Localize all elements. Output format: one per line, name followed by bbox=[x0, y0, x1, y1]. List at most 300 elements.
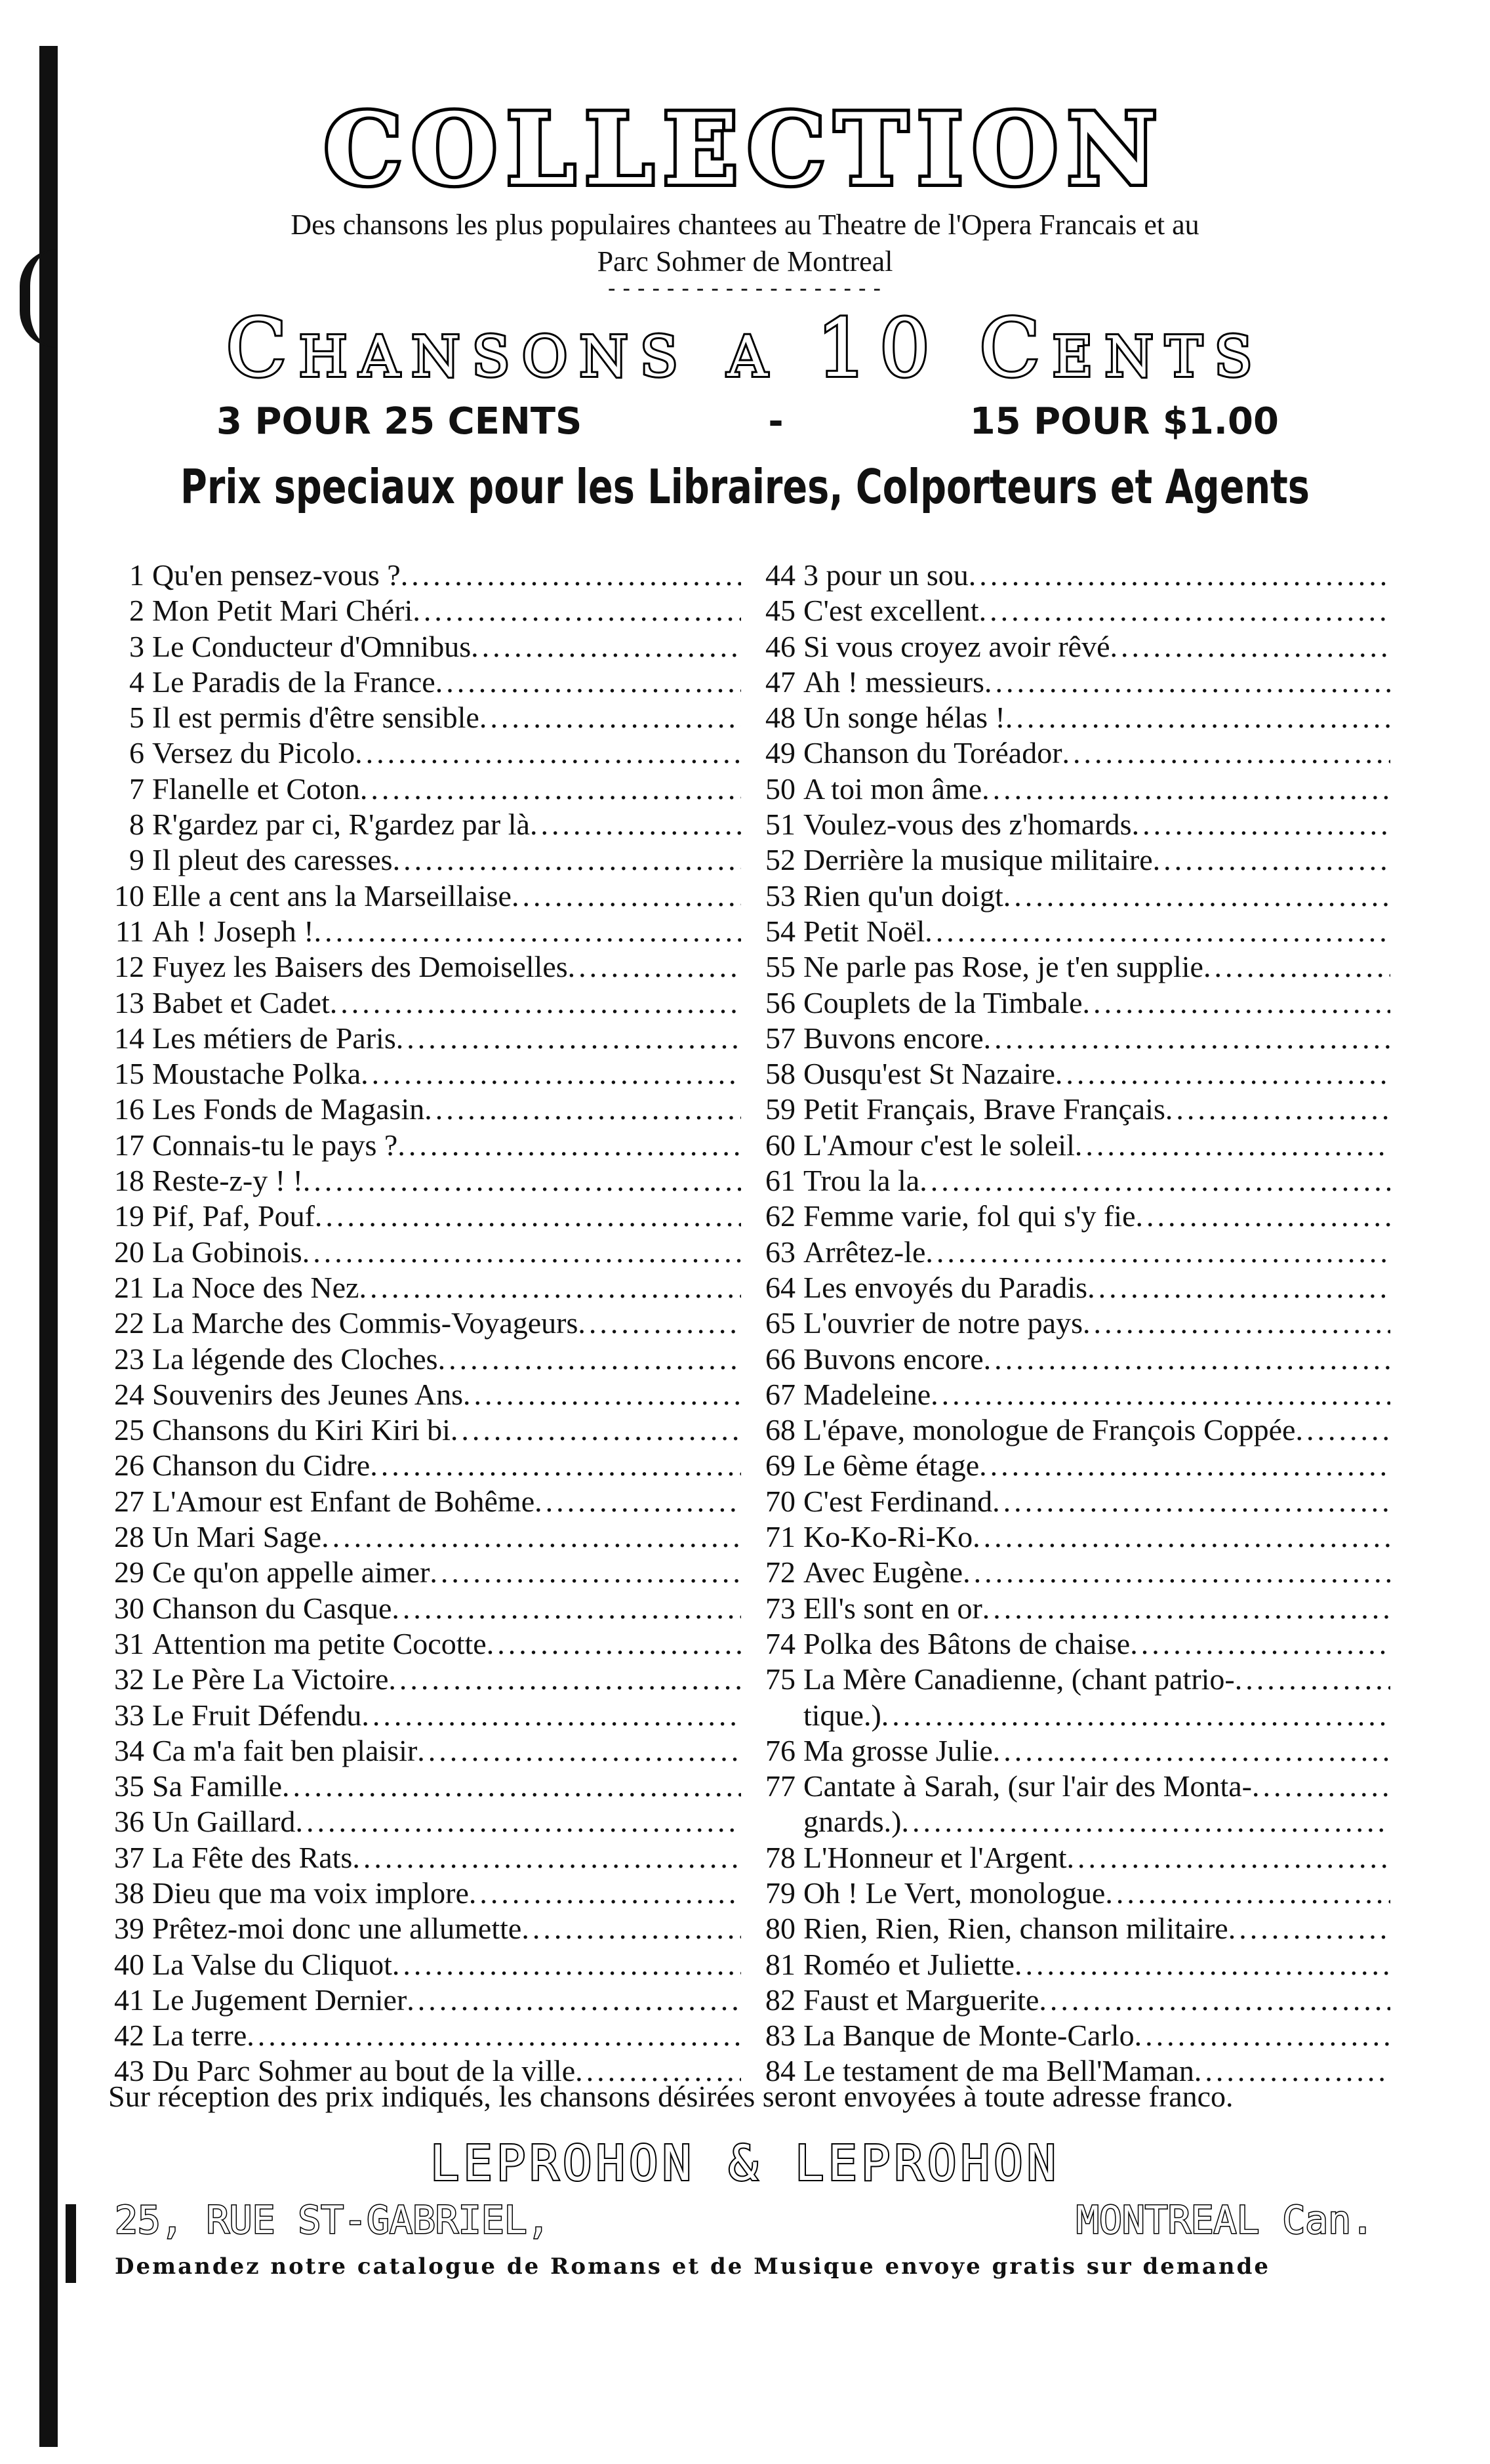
song-number: 46 bbox=[765, 629, 795, 663]
leader-dots bbox=[1110, 629, 1390, 665]
song-title: A toi mon âme bbox=[803, 771, 982, 806]
song-number: 41 bbox=[114, 1982, 144, 2017]
song-entry bbox=[98, 1876, 741, 1911]
song-entry bbox=[98, 1092, 741, 1127]
leader-dots bbox=[315, 1199, 741, 1234]
publisher-address bbox=[115, 2198, 1374, 2242]
leader-dots bbox=[1005, 700, 1390, 735]
song-entry bbox=[744, 1305, 1390, 1341]
song-entry bbox=[98, 1235, 741, 1270]
leader-dots bbox=[451, 1412, 741, 1448]
song-entry bbox=[98, 1911, 741, 1946]
binding-mark bbox=[66, 2204, 76, 2283]
leader-dots bbox=[919, 1163, 1390, 1199]
song-number: 73 bbox=[765, 1591, 795, 1625]
leader-dots bbox=[1075, 1128, 1390, 1163]
song-entry bbox=[98, 700, 741, 735]
song-entry bbox=[744, 1270, 1390, 1305]
leader-dots bbox=[979, 593, 1390, 628]
song-title: Les Fonds de Magasin bbox=[152, 1092, 425, 1126]
leader-dots bbox=[360, 771, 741, 807]
leader-dots bbox=[931, 1377, 1390, 1412]
leader-dots bbox=[407, 1982, 741, 2018]
song-title: C'est Ferdinand bbox=[803, 1484, 993, 1518]
song-entry bbox=[744, 1591, 1390, 1626]
song-title: C'est excellent bbox=[803, 594, 979, 628]
song-entry bbox=[744, 1235, 1390, 1270]
song-number: 1 bbox=[129, 558, 144, 592]
song-title: Le testament de ma Bell'Maman bbox=[803, 2054, 1194, 2088]
song-number: 47 bbox=[765, 665, 795, 699]
leader-dots bbox=[1087, 1270, 1390, 1305]
leader-dots bbox=[993, 1733, 1390, 1769]
song-title: Ca m'a fait ben plaisir bbox=[152, 1733, 418, 1767]
song-number: 62 bbox=[765, 1199, 795, 1233]
song-title: Un songe hélas ! bbox=[803, 701, 1005, 735]
song-number: 14 bbox=[114, 1021, 144, 1055]
leader-dots bbox=[314, 914, 741, 949]
song-title: Il est permis d'être sensible bbox=[152, 701, 479, 735]
song-number: 65 bbox=[765, 1306, 795, 1340]
song-number: 71 bbox=[765, 1520, 795, 1554]
song-title: La Valse du Cliquot bbox=[152, 1947, 392, 1981]
song-entry bbox=[744, 558, 1390, 593]
song-title: La légende des Cloches bbox=[152, 1342, 438, 1376]
leader-dots bbox=[1235, 1662, 1390, 1697]
song-title: Moustache Polka bbox=[152, 1057, 361, 1091]
song-title: Un Gaillard bbox=[152, 1805, 296, 1839]
subtitle bbox=[0, 207, 1490, 280]
leader-dots bbox=[471, 629, 741, 665]
song-title: Ell's sont en or bbox=[803, 1591, 982, 1625]
song-title: La Mère Canadienne, (chant patrio- bbox=[803, 1662, 1235, 1696]
song-number: 21 bbox=[114, 1270, 144, 1304]
song-entry bbox=[744, 1662, 1390, 1697]
song-number: 78 bbox=[765, 1840, 795, 1874]
song-title: Le Conducteur d'Omnibus bbox=[152, 629, 472, 663]
collection-title: COLLECTION bbox=[323, 92, 1167, 207]
song-title: Le Père La Victoire bbox=[152, 1662, 389, 1696]
song-number: 4 bbox=[129, 665, 144, 699]
song-number: 57 bbox=[765, 1021, 795, 1055]
song-entry bbox=[98, 985, 741, 1021]
song-title: Le 6ème étage bbox=[803, 1448, 980, 1483]
song-number: 22 bbox=[114, 1306, 144, 1340]
song-title: La Gobinois bbox=[152, 1235, 302, 1269]
song-title: Chanson du Casque bbox=[152, 1591, 392, 1625]
song-title: Souvenirs des Jeunes Ans bbox=[152, 1377, 464, 1411]
song-number: 10 bbox=[114, 878, 144, 913]
song-entry bbox=[744, 735, 1390, 771]
leader-dots bbox=[361, 1698, 741, 1733]
song-number: 48 bbox=[765, 701, 795, 735]
leader-dots bbox=[512, 878, 741, 914]
song-title: Ousqu'est St Nazaire bbox=[803, 1057, 1055, 1091]
song-title: Rien, Rien, Rien, chanson militaire bbox=[803, 1912, 1228, 1946]
song-entry bbox=[98, 1021, 741, 1056]
leader-dots bbox=[521, 1911, 741, 1946]
leader-dots bbox=[438, 1342, 741, 1377]
leader-dots bbox=[397, 1128, 741, 1163]
song-entry bbox=[98, 1698, 741, 1733]
song-number: 43 bbox=[114, 2054, 144, 2088]
song-number: 76 bbox=[765, 1733, 795, 1767]
song-number: 75 bbox=[765, 1662, 795, 1696]
song-number: 49 bbox=[765, 736, 795, 770]
leader-dots bbox=[1153, 842, 1390, 878]
leader-dots bbox=[1165, 1092, 1390, 1127]
leader-dots bbox=[303, 1163, 741, 1199]
song-entry bbox=[744, 1199, 1390, 1234]
song-number: 45 bbox=[765, 594, 795, 628]
song-entry bbox=[744, 878, 1390, 914]
price-three: 3 POUR 25 CENTS bbox=[216, 400, 582, 443]
song-number: 54 bbox=[765, 914, 795, 948]
song-title: Roméo et Juliette bbox=[803, 1947, 1015, 1981]
song-entry bbox=[744, 807, 1390, 842]
leader-dots bbox=[881, 1698, 1390, 1733]
song-number: 18 bbox=[114, 1164, 144, 1198]
song-number: 50 bbox=[765, 771, 795, 806]
song-number: 67 bbox=[765, 1377, 795, 1411]
song-number: 56 bbox=[765, 985, 795, 1019]
song-title: L'Amour est Enfant de Bohême bbox=[152, 1484, 535, 1518]
song-number: 29 bbox=[114, 1555, 144, 1590]
song-number: 64 bbox=[765, 1270, 795, 1304]
song-entry bbox=[744, 1412, 1390, 1448]
leader-dots bbox=[370, 1448, 741, 1483]
price-line bbox=[216, 400, 1279, 443]
song-number: 59 bbox=[765, 1092, 795, 1126]
leader-dots bbox=[396, 1021, 741, 1056]
song-entry bbox=[744, 1626, 1390, 1662]
leader-dots bbox=[1295, 1412, 1390, 1448]
leader-dots bbox=[982, 1591, 1390, 1626]
leader-dots bbox=[578, 1305, 741, 1341]
song-entry bbox=[98, 629, 741, 665]
song-number: 44 bbox=[765, 558, 795, 592]
song-number: 70 bbox=[765, 1484, 795, 1518]
leader-dots bbox=[1132, 807, 1390, 842]
song-title: Rien qu'un doigt bbox=[803, 878, 1003, 913]
song-number: 33 bbox=[114, 1698, 144, 1732]
song-number: 16 bbox=[114, 1092, 144, 1126]
song-number: 68 bbox=[765, 1413, 795, 1447]
song-number: 13 bbox=[114, 985, 144, 1019]
song-title: R'gardez par ci, R'gardez par là bbox=[152, 808, 530, 842]
leader-dots bbox=[1203, 949, 1390, 985]
leader-dots bbox=[1252, 1769, 1390, 1804]
song-title: Petit Français, Brave Français bbox=[803, 1092, 1165, 1126]
song-entry bbox=[98, 949, 741, 985]
song-entry bbox=[744, 593, 1390, 628]
song-entry bbox=[744, 1128, 1390, 1163]
song-entry bbox=[744, 1092, 1390, 1127]
song-title: La Banque de Monte-Carlo bbox=[803, 2019, 1135, 2053]
song-entry bbox=[98, 1769, 741, 1804]
song-number: 6 bbox=[129, 736, 144, 770]
leader-dots bbox=[568, 949, 741, 985]
song-entry bbox=[744, 1982, 1390, 2018]
song-number: 8 bbox=[129, 808, 144, 842]
song-title: La Noce des Nez bbox=[152, 1270, 359, 1304]
leader-dots bbox=[963, 1555, 1390, 1590]
song-number: 42 bbox=[114, 2019, 144, 2053]
song-number: 20 bbox=[114, 1235, 144, 1269]
leader-dots bbox=[487, 1626, 741, 1662]
song-entry bbox=[744, 1876, 1390, 1911]
leader-dots bbox=[1130, 1626, 1390, 1662]
leader-dots bbox=[982, 771, 1390, 807]
song-title: L'ouvrier de notre pays bbox=[803, 1306, 1083, 1340]
song-number: 63 bbox=[765, 1235, 795, 1269]
song-title: Avec Eugène bbox=[803, 1555, 963, 1590]
song-entry bbox=[744, 1555, 1390, 1590]
song-entry bbox=[98, 735, 741, 771]
leader-dots bbox=[534, 1484, 741, 1519]
song-number: 55 bbox=[765, 950, 795, 984]
leader-dots bbox=[992, 1484, 1390, 1519]
leader-dots bbox=[1105, 1876, 1390, 1911]
song-title: Mon Petit Mari Chéri bbox=[152, 594, 413, 628]
song-number: 3 bbox=[129, 629, 144, 663]
song-number: 9 bbox=[129, 843, 144, 877]
song-title: La terre bbox=[152, 2019, 247, 2053]
song-number: 72 bbox=[765, 1555, 795, 1590]
song-entry bbox=[98, 558, 741, 593]
song-title: Il pleut des caresses bbox=[152, 843, 393, 877]
song-entry bbox=[744, 1056, 1390, 1092]
song-title: Connais-tu le pays ? bbox=[152, 1128, 398, 1162]
song-title: tique.) bbox=[803, 1698, 881, 1732]
song-title: Ah ! Joseph ! bbox=[152, 914, 314, 948]
song-entry bbox=[98, 1412, 741, 1448]
song-number: 27 bbox=[114, 1484, 144, 1518]
song-number: 38 bbox=[114, 1876, 144, 1910]
song-title: 3 pour un sou bbox=[803, 558, 969, 592]
song-number: 66 bbox=[765, 1342, 795, 1376]
song-entry bbox=[98, 1662, 741, 1697]
leader-dots bbox=[430, 1555, 741, 1590]
leader-dots bbox=[295, 1804, 741, 1839]
leader-dots bbox=[1003, 878, 1390, 914]
song-title: Le Jugement Dernier bbox=[152, 1982, 407, 2017]
song-entry bbox=[744, 1448, 1390, 1483]
song-entry bbox=[744, 949, 1390, 985]
song-title: Sa Famille bbox=[152, 1769, 283, 1803]
song-number: 28 bbox=[114, 1520, 144, 1554]
song-number: 19 bbox=[114, 1199, 144, 1233]
song-title: Si vous croyez avoir rêvé bbox=[803, 629, 1110, 663]
subtitle-line-2: Parc Sohmer de Montreal bbox=[597, 245, 893, 277]
song-title: Le Fruit Défendu bbox=[152, 1698, 362, 1732]
song-number: 25 bbox=[114, 1413, 144, 1447]
song-number: 26 bbox=[114, 1448, 144, 1483]
song-number: 32 bbox=[114, 1662, 144, 1696]
song-number: 69 bbox=[765, 1448, 795, 1483]
leader-dots bbox=[247, 2018, 741, 2053]
song-number: 15 bbox=[114, 1057, 144, 1091]
song-title: L'Amour c'est le soleil bbox=[803, 1128, 1075, 1162]
leader-dots bbox=[1062, 735, 1390, 771]
song-entry bbox=[98, 1199, 741, 1234]
song-title: Arrêtez-le bbox=[803, 1235, 926, 1269]
leader-dots bbox=[469, 1876, 741, 1911]
song-entry bbox=[744, 771, 1390, 807]
song-entry bbox=[98, 665, 741, 700]
song-list-right bbox=[744, 558, 1390, 2089]
song-entry bbox=[744, 1163, 1390, 1199]
leader-dots bbox=[984, 1342, 1390, 1377]
song-number: 30 bbox=[114, 1591, 144, 1625]
song-title: Cantate à Sarah, (sur l'air des Monta- bbox=[803, 1769, 1253, 1803]
song-entry bbox=[744, 1377, 1390, 1412]
leader-dots bbox=[392, 1591, 741, 1626]
song-entry bbox=[98, 1804, 741, 1839]
song-number: 40 bbox=[114, 1947, 144, 1981]
song-entry bbox=[98, 771, 741, 807]
song-title: Faust et Marguerite bbox=[803, 1982, 1039, 2017]
street-address: 25, RUE ST-GABRIEL, bbox=[115, 2198, 550, 2242]
song-entry bbox=[98, 1626, 741, 1662]
song-entry bbox=[98, 1840, 741, 1876]
song-entry bbox=[98, 1982, 741, 2018]
song-title: gnards.) bbox=[803, 1805, 902, 1839]
leader-dots bbox=[1083, 985, 1391, 1021]
song-title: L'Honneur et l'Argent bbox=[803, 1840, 1067, 1874]
song-entry bbox=[744, 1342, 1390, 1377]
song-number: 58 bbox=[765, 1057, 795, 1091]
song-entry bbox=[744, 1733, 1390, 1769]
song-title: Derrière la musique militaire bbox=[803, 843, 1153, 877]
subtitle-line-1: Des chansons les plus populaires chantees au Theatre de l'Opera Francais et au bbox=[291, 209, 1199, 241]
song-title: Pif, Paf, Pouf bbox=[152, 1199, 315, 1233]
song-number: 17 bbox=[114, 1128, 144, 1162]
song-title: Attention ma petite Cocotte bbox=[152, 1626, 487, 1660]
song-number: 34 bbox=[114, 1733, 144, 1767]
song-title: Madeleine bbox=[803, 1377, 931, 1411]
song-entry bbox=[744, 665, 1390, 700]
song-title: Buvons encore bbox=[803, 1021, 984, 1055]
leader-dots bbox=[435, 665, 741, 700]
song-number: 82 bbox=[765, 1982, 795, 2017]
leader-dots bbox=[1135, 2018, 1390, 2053]
song-entry bbox=[744, 1484, 1390, 1519]
song-title: Ah ! messieurs bbox=[803, 665, 984, 699]
leader-dots bbox=[925, 1235, 1390, 1270]
song-title: Femme varie, fol qui s'y fie bbox=[803, 1199, 1136, 1233]
leader-dots bbox=[479, 700, 741, 735]
song-number: 23 bbox=[114, 1342, 144, 1376]
song-title: L'épave, monologue de François Coppée bbox=[803, 1413, 1296, 1447]
song-title: Qu'en pensez-vous ? bbox=[152, 558, 401, 592]
song-title: Elle a cent ans la Marseillaise bbox=[152, 878, 512, 913]
song-entry bbox=[744, 1804, 1390, 1839]
leader-dots bbox=[1039, 1982, 1390, 2018]
song-number: 31 bbox=[114, 1626, 144, 1660]
leader-dots bbox=[1136, 1199, 1391, 1234]
leader-dots bbox=[1228, 1911, 1390, 1946]
song-entry bbox=[744, 1769, 1390, 1804]
song-title: Buvons encore bbox=[803, 1342, 984, 1376]
song-number: 7 bbox=[129, 771, 144, 806]
song-entry bbox=[744, 1911, 1390, 1946]
song-entry bbox=[98, 1947, 741, 1982]
song-entry bbox=[744, 1840, 1390, 1876]
song-title: Fuyez les Baisers des Demoiselles bbox=[152, 950, 568, 984]
song-entry bbox=[98, 1056, 741, 1092]
song-title: Flanelle et Coton bbox=[152, 771, 360, 806]
song-number: 83 bbox=[765, 2019, 795, 2053]
leader-dots bbox=[392, 1947, 741, 1982]
song-title: Petit Noël bbox=[803, 914, 925, 948]
song-entry bbox=[744, 1519, 1390, 1555]
song-entry bbox=[744, 1021, 1390, 1056]
song-title: Prêtez-moi donc une allumette bbox=[152, 1912, 522, 1946]
leader-dots bbox=[984, 665, 1390, 700]
song-number: 12 bbox=[114, 950, 144, 984]
song-number: 37 bbox=[114, 1840, 144, 1874]
song-title: Ne parle pas Rose, je t'en supplie bbox=[803, 950, 1203, 984]
song-number: 35 bbox=[114, 1769, 144, 1803]
leader-dots bbox=[302, 1235, 741, 1270]
song-entry bbox=[744, 842, 1390, 878]
binding-mark bbox=[46, 1220, 75, 1292]
song-title: Chanson du Cidre bbox=[152, 1448, 371, 1483]
leader-dots bbox=[969, 558, 1390, 593]
song-title: Ko-Ko-Ri-Ko bbox=[803, 1520, 973, 1554]
song-entry bbox=[744, 1947, 1390, 1982]
leader-dots bbox=[330, 985, 741, 1021]
song-title: Couplets de la Timbale bbox=[803, 985, 1083, 1019]
song-title: Chanson du Toréador bbox=[803, 736, 1062, 770]
song-title: Ma grosse Julie bbox=[803, 1733, 993, 1767]
leader-dots bbox=[388, 1662, 741, 1697]
song-entry bbox=[98, 1270, 741, 1305]
song-entry bbox=[98, 1377, 741, 1412]
song-entry bbox=[98, 593, 741, 628]
song-number: 36 bbox=[114, 1805, 144, 1839]
city: MONTREAL Can. bbox=[1076, 2198, 1374, 2242]
song-number: 60 bbox=[765, 1128, 795, 1162]
song-entry bbox=[98, 842, 741, 878]
order-notice: Sur réception des prix indiqués, les chansons désirées seront envoyées à toute adresse franco. bbox=[108, 2080, 1234, 2113]
song-entry bbox=[98, 1448, 741, 1483]
song-title: Les envoyés du Paradis bbox=[803, 1270, 1088, 1304]
leader-dots bbox=[424, 1092, 741, 1127]
song-number: 11 bbox=[115, 914, 144, 948]
song-title: Du Parc Sohmer au bout de la ville bbox=[152, 2054, 576, 2088]
leader-dots bbox=[984, 1021, 1390, 1056]
song-entry bbox=[98, 1484, 741, 1519]
song-number: 77 bbox=[765, 1769, 795, 1803]
song-entry bbox=[98, 1128, 741, 1163]
catalog-notice: Demandez notre catalogue de Romans et de Musique envoye gratis sur demande bbox=[115, 2253, 1271, 2280]
song-entry bbox=[98, 2018, 741, 2053]
song-title: Voulez-vous des z'homards bbox=[803, 808, 1132, 842]
song-number: 74 bbox=[765, 1626, 795, 1660]
song-title: Oh ! Le Vert, monologue bbox=[803, 1876, 1106, 1910]
leader-dots bbox=[925, 914, 1390, 949]
leader-dots bbox=[282, 1769, 741, 1804]
song-entry bbox=[744, 700, 1390, 735]
leader-dots bbox=[352, 1840, 741, 1876]
song-entry bbox=[98, 1163, 741, 1199]
leader-dots bbox=[1055, 1056, 1390, 1092]
song-entry bbox=[98, 1305, 741, 1341]
song-entry bbox=[98, 878, 741, 914]
leader-dots bbox=[463, 1377, 741, 1412]
